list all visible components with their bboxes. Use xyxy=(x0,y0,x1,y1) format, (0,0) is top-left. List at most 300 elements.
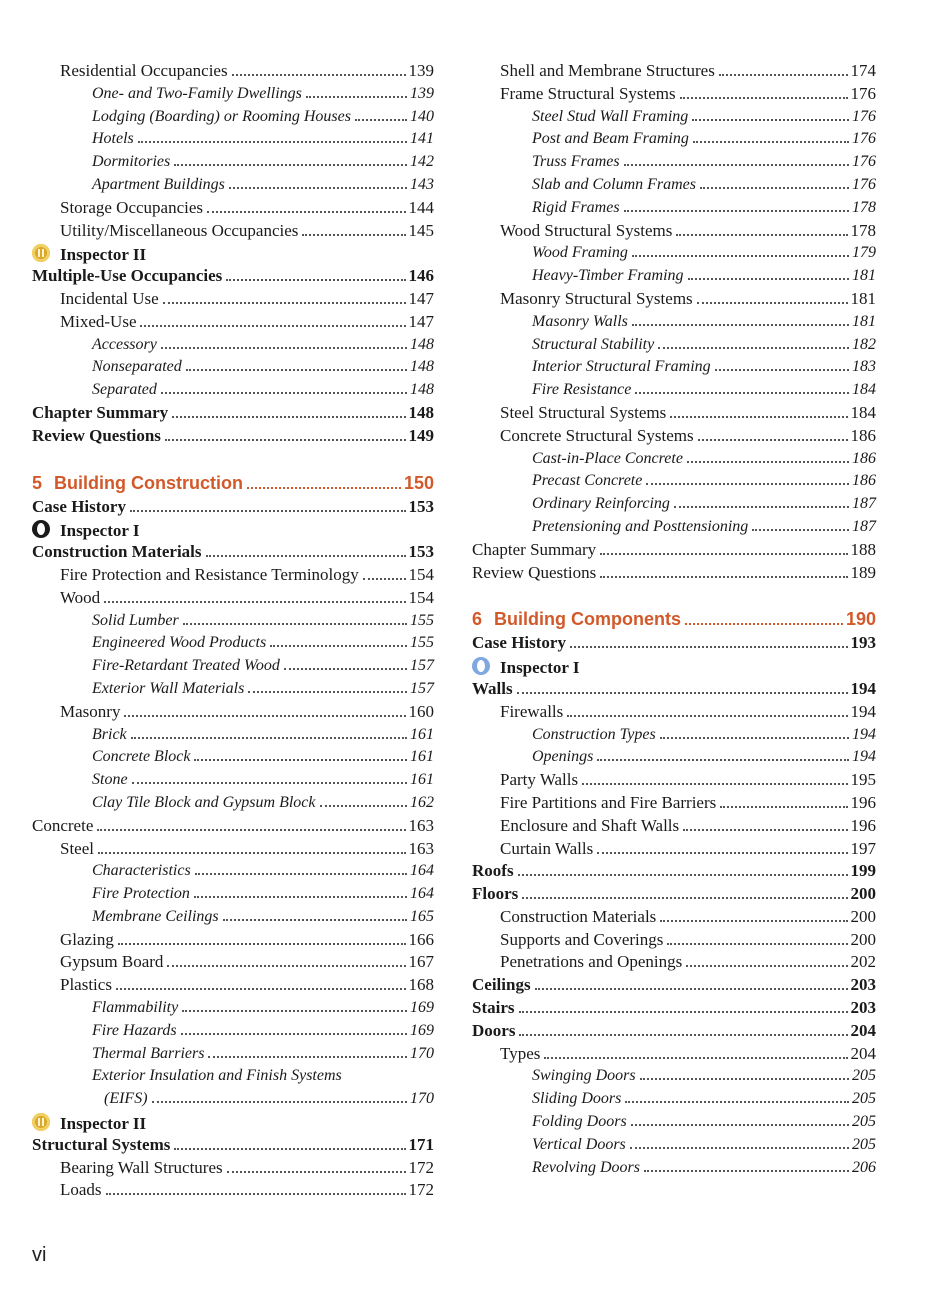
dot-leader xyxy=(320,805,407,807)
dot-leader xyxy=(697,302,848,304)
toc-entry-title: Hotels xyxy=(92,130,134,148)
toc-entry-title: Openings xyxy=(532,748,594,766)
toc-entry[interactable] xyxy=(472,425,876,448)
toc-entry-title: Curtain Walls xyxy=(500,838,594,858)
toc-entry-title: Incidental Use xyxy=(60,288,159,308)
toc-entry-title: Structural Systems xyxy=(32,1134,171,1154)
toc-entry-title: Exterior Insulation and Finish Systems xyxy=(92,1067,342,1085)
toc-entry[interactable] xyxy=(32,288,434,311)
toc-entry-page-number: 195 xyxy=(850,770,876,790)
toc-entry-page-number: 154 xyxy=(408,564,434,584)
dot-leader xyxy=(124,715,405,717)
toc-entry[interactable] xyxy=(32,678,434,701)
toc-entry[interactable] xyxy=(472,151,876,174)
toc-entry-page-number: 166 xyxy=(408,929,434,949)
toc-entry[interactable] xyxy=(32,1179,434,1202)
toc-entry[interactable] xyxy=(32,1043,434,1066)
toc-entry[interactable] xyxy=(32,83,434,106)
toc-entry[interactable] xyxy=(32,151,434,174)
toc-entry-page-number: 205 xyxy=(852,1135,876,1153)
toc-entry[interactable] xyxy=(472,906,876,929)
dot-leader xyxy=(693,141,849,143)
toc-entry[interactable] xyxy=(472,1020,876,1043)
toc-entry[interactable] xyxy=(472,1134,876,1157)
toc-entry-page-number: 157 xyxy=(410,657,434,675)
toc-entry-page-number: 203 xyxy=(850,975,876,995)
dot-leader xyxy=(165,439,406,441)
toc-entry[interactable] xyxy=(32,356,434,379)
toc-entry-title: Concrete Structural Systems xyxy=(500,425,694,445)
dot-leader xyxy=(355,119,407,121)
toc-entry-title: Characteristics xyxy=(92,862,191,880)
dot-leader xyxy=(167,965,405,967)
toc-entry-page-number: 179 xyxy=(852,244,876,262)
toc-entry-page-number: 204 xyxy=(850,1020,876,1040)
toc-entry-page-number: 164 xyxy=(410,885,434,903)
toc-entry-title: Apartment Buildings xyxy=(92,175,225,193)
toc-entry[interactable] xyxy=(472,1043,876,1066)
toc-entry-page-number: 172 xyxy=(408,1157,434,1177)
toc-entry[interactable] xyxy=(472,402,876,425)
toc-entry-title: Mixed-Use xyxy=(60,311,137,331)
toc-entry-title: Construction Materials xyxy=(32,542,202,562)
toc-entry-title: Residential Occupancies xyxy=(60,61,228,80)
dot-leader xyxy=(667,943,847,945)
dot-leader xyxy=(674,506,849,508)
dot-leader xyxy=(597,852,847,854)
toc-entry-page-number: 203 xyxy=(850,998,876,1018)
toc-entry-page-number: 149 xyxy=(408,425,434,445)
toc-entry[interactable] xyxy=(472,220,876,243)
toc-entry[interactable] xyxy=(32,860,434,883)
toc-entry[interactable] xyxy=(32,610,434,633)
toc-right-column xyxy=(472,60,876,1179)
toc-entry-page-number: 187 xyxy=(852,495,876,513)
toc-entry[interactable] xyxy=(472,678,876,701)
toc-entry-title: Structural Stability xyxy=(532,335,655,353)
toc-entry-title: Ceilings xyxy=(472,975,531,995)
dot-leader xyxy=(163,302,406,304)
toc-entry[interactable] xyxy=(472,288,876,311)
toc-entry-page-number: 194 xyxy=(850,678,876,698)
toc-entry-title: Flammability xyxy=(92,999,179,1017)
toc-entry-title: Gypsum Board xyxy=(60,952,164,972)
toc-entry-page-number: 178 xyxy=(850,220,876,240)
toc-entry[interactable] xyxy=(32,838,434,861)
toc-entry-title: Types xyxy=(500,1043,541,1063)
toc-entry[interactable] xyxy=(472,974,876,997)
dot-leader xyxy=(640,1078,849,1080)
toc-entry[interactable] xyxy=(32,541,434,564)
toc-entry-title: Engineered Wood Products xyxy=(92,634,267,652)
dot-leader xyxy=(116,988,406,990)
toc-entry[interactable] xyxy=(472,448,876,471)
dot-leader xyxy=(182,1010,407,1012)
toc-entry-page-number: 188 xyxy=(850,539,876,559)
toc-entry-title: Storage Occupancies xyxy=(60,197,204,217)
dot-leader xyxy=(522,897,847,899)
toc-entry-page-number: 147 xyxy=(408,311,434,331)
toc-entry-title: Brick xyxy=(92,725,127,743)
toc-entry-page-number: 148 xyxy=(410,335,434,353)
toc-entry[interactable] xyxy=(472,1088,876,1111)
toc-entry-page-number: 160 xyxy=(408,701,434,721)
toc-entry-title: Concrete xyxy=(32,815,94,835)
toc-entry-title: Pretensioning and Posttensioning xyxy=(532,517,749,535)
dot-leader xyxy=(687,461,849,463)
dot-leader xyxy=(686,965,847,967)
toc-entry[interactable] xyxy=(32,220,434,243)
toc-entry-title: Roofs xyxy=(472,861,514,881)
toc-entry-page-number: 146 xyxy=(408,266,434,286)
dot-leader xyxy=(229,187,407,189)
toc-entry-title: Wood Framing xyxy=(532,244,628,262)
toc-entry-title: Wood Structural Systems xyxy=(500,220,673,240)
toc-entry-page-number: 150 xyxy=(403,472,434,493)
toc-entry-title: Review Questions xyxy=(472,562,597,582)
toc-entry[interactable] xyxy=(472,792,876,815)
dot-leader xyxy=(518,874,848,876)
toc-entry-page-number: 168 xyxy=(408,975,434,995)
toc-entry[interactable] xyxy=(472,379,876,402)
dot-leader xyxy=(752,529,849,531)
toc-entry[interactable] xyxy=(472,701,876,724)
toc-entry[interactable] xyxy=(32,174,434,197)
inspector-level-icon xyxy=(32,1113,50,1131)
toc-entry[interactable] xyxy=(472,883,876,906)
chapter-heading[interactable] xyxy=(472,606,876,632)
toc-entry-page-number: 205 xyxy=(852,1090,876,1108)
toc-entry-page-number: 176 xyxy=(852,130,876,148)
toc-entry-page-number: 142 xyxy=(410,153,434,171)
toc-entry-title: Cast-in-Place Concrete xyxy=(532,449,683,467)
dot-leader xyxy=(132,782,407,784)
toc-left-column xyxy=(32,60,434,1202)
toc-entry[interactable] xyxy=(472,265,876,288)
dot-leader xyxy=(600,553,847,555)
toc-entry-page-number: 174 xyxy=(850,61,876,80)
toc-entry[interactable] xyxy=(472,106,876,129)
toc-entry[interactable] xyxy=(472,997,876,1020)
toc-entry[interactable] xyxy=(32,769,434,792)
dot-leader xyxy=(676,234,847,236)
toc-entry-title: Solid Lumber xyxy=(92,611,179,629)
toc-entry-page-number: 170 xyxy=(410,1044,434,1062)
toc-entry[interactable] xyxy=(472,815,876,838)
toc-entry[interactable] xyxy=(32,929,434,952)
toc-entry-title: Construction Types xyxy=(532,725,656,743)
dot-leader xyxy=(172,416,405,418)
dot-leader xyxy=(632,255,849,257)
toc-entry[interactable] xyxy=(32,951,434,974)
toc-entry-title: Post and Beam Framing xyxy=(532,130,689,148)
toc-entry-page-number: 204 xyxy=(850,1043,876,1063)
toc-entry-page-number: 186 xyxy=(850,425,876,445)
dot-leader xyxy=(161,347,407,349)
toc-entry[interactable] xyxy=(32,379,434,402)
dot-leader xyxy=(195,873,407,875)
toc-entry-page-number: 184 xyxy=(850,402,876,422)
toc-entry[interactable] xyxy=(32,60,434,83)
toc-entry-page-number: 205 xyxy=(852,1113,876,1131)
toc-entry-title: Fire Hazards xyxy=(92,1021,177,1039)
toc-entry-title: Frame Structural Systems xyxy=(500,83,676,103)
toc-entry-page-number: 194 xyxy=(850,701,876,721)
toc-entry-title: Glazing xyxy=(60,929,114,949)
toc-entry-title: Party Walls xyxy=(500,770,579,790)
toc-entry[interactable] xyxy=(472,1157,876,1180)
toc-entry[interactable] xyxy=(472,128,876,151)
toc-entry-page-number: 193 xyxy=(850,633,876,653)
toc-entry-title: Building Construction xyxy=(54,472,243,493)
dot-leader xyxy=(644,1170,849,1172)
toc-entry-page-number: 139 xyxy=(408,61,434,80)
toc-entry-title: Masonry xyxy=(60,701,121,721)
toc-entry[interactable] xyxy=(32,655,434,678)
toc-entry-title: Penetrations and Openings xyxy=(500,952,683,972)
toc-entry-page-number: 148 xyxy=(408,402,434,422)
toc-entry-page-number: 200 xyxy=(850,884,876,904)
dot-leader xyxy=(519,1034,847,1036)
dot-leader xyxy=(544,1057,847,1059)
dot-leader xyxy=(646,483,849,485)
toc-entry-title: Fire Protection xyxy=(92,885,190,903)
toc-entry[interactable] xyxy=(32,1065,434,1088)
toc-entry[interactable] xyxy=(472,174,876,197)
toc-entry[interactable] xyxy=(32,701,434,724)
toc-entry-title: Folding Doors xyxy=(532,1113,627,1131)
toc-entry[interactable] xyxy=(32,997,434,1020)
toc-entry[interactable] xyxy=(32,425,434,448)
dot-leader xyxy=(207,211,405,213)
toc-entry-title: Fire-Retardant Treated Wood xyxy=(92,657,280,675)
dot-leader xyxy=(700,187,849,189)
toc-entry[interactable] xyxy=(32,564,434,587)
toc-entry-page-number: 145 xyxy=(408,220,434,240)
dot-leader xyxy=(632,324,849,326)
toc-entry-title: Inspector I xyxy=(60,521,140,541)
dot-leader xyxy=(692,119,849,121)
toc-entry-page-number: 186 xyxy=(852,449,876,467)
toc-entry-page-number: 184 xyxy=(852,381,876,399)
dot-leader xyxy=(658,347,849,349)
toc-entry[interactable] xyxy=(32,815,434,838)
toc-entry[interactable] xyxy=(472,746,876,769)
toc-entry-page-number: 170 xyxy=(410,1090,434,1108)
toc-entry[interactable] xyxy=(32,1020,434,1043)
inspector-level-icon xyxy=(32,520,50,538)
toc-entry-page-number: 157 xyxy=(410,679,434,697)
toc-entry-page-number: 196 xyxy=(850,815,876,835)
toc-entry[interactable] xyxy=(472,1065,876,1088)
toc-entry-title: Chapter Summary xyxy=(472,539,597,559)
dot-leader xyxy=(194,896,407,898)
dot-leader xyxy=(698,439,848,441)
toc-entry-title: Utility/Miscellaneous Occupancies xyxy=(60,220,299,240)
toc-entry-page-number: 206 xyxy=(852,1158,876,1176)
toc-entry[interactable] xyxy=(472,769,876,792)
toc-entry-title: Shell and Membrane Structures xyxy=(500,61,715,80)
toc-entry-page-number: 165 xyxy=(410,907,434,925)
toc-entry-page-number: 181 xyxy=(852,267,876,285)
toc-entry-title: Nonseparated xyxy=(92,358,182,376)
toc-entry-page-number: 154 xyxy=(408,587,434,607)
toc-entry[interactable] xyxy=(472,1111,876,1134)
toc-entry-page-number: 200 xyxy=(850,929,876,949)
dot-leader xyxy=(715,369,849,371)
toc-entry-page-number: 183 xyxy=(852,358,876,376)
toc-entry[interactable] xyxy=(32,311,434,334)
toc-entry[interactable] xyxy=(472,356,876,379)
toc-entry[interactable] xyxy=(32,632,434,655)
dot-leader xyxy=(131,737,407,739)
toc-entry-title: Precast Concrete xyxy=(532,472,643,490)
toc-entry-page-number: 190 xyxy=(845,609,876,630)
toc-entry-title: Doors xyxy=(472,1020,516,1040)
toc-entry-title: Membrane Ceilings xyxy=(92,907,219,925)
dot-leader xyxy=(567,715,847,717)
dot-leader xyxy=(208,1056,407,1058)
toc-entry[interactable] xyxy=(32,724,434,747)
toc-entry[interactable] xyxy=(472,334,876,357)
inspector-level-icon xyxy=(472,657,490,675)
toc-entry[interactable] xyxy=(472,929,876,952)
page-number: vi xyxy=(32,1244,47,1266)
toc-entry-page-number: 202 xyxy=(850,952,876,972)
toc-entry-title: Clay Tile Block and Gypsum Block xyxy=(92,793,316,811)
dot-leader xyxy=(631,1124,849,1126)
toc-entry-page-number: 139 xyxy=(410,84,434,102)
toc-entry-title: (EIFS) xyxy=(104,1090,148,1108)
toc-entry[interactable] xyxy=(32,746,434,769)
toc-entry[interactable] xyxy=(472,860,876,883)
dot-leader xyxy=(302,234,405,236)
toc-entry[interactable] xyxy=(32,1157,434,1180)
inspector-level-heading xyxy=(32,242,434,265)
toc-entry[interactable] xyxy=(472,539,876,562)
toc-entry-page-number: 148 xyxy=(410,381,434,399)
toc-entry-page-number: 172 xyxy=(408,1180,434,1200)
toc-entry-title: Thermal Barriers xyxy=(92,1044,205,1062)
dot-leader xyxy=(186,369,407,371)
toc-entry[interactable] xyxy=(472,951,876,974)
dot-leader xyxy=(106,1193,406,1195)
dot-leader xyxy=(680,97,848,99)
toc-entry[interactable] xyxy=(32,128,434,151)
dot-leader xyxy=(104,601,405,603)
toc-entry[interactable] xyxy=(472,470,876,493)
dot-leader xyxy=(248,691,407,693)
toc-entry-title: Vertical Doors xyxy=(532,1135,626,1153)
toc-entry-page-number: 167 xyxy=(408,952,434,972)
toc-entry[interactable] xyxy=(32,906,434,929)
toc-entry[interactable] xyxy=(32,402,434,425)
toc-entry-title: Truss Frames xyxy=(532,153,620,171)
toc-entry-title: Steel xyxy=(60,838,94,858)
toc-entry-page-number: 155 xyxy=(410,634,434,652)
dot-leader xyxy=(570,646,848,648)
toc-entry-title: Multiple-Use Occupancies xyxy=(32,266,223,286)
toc-entry[interactable] xyxy=(32,106,434,129)
toc-entry[interactable] xyxy=(472,632,876,655)
toc-entry[interactable] xyxy=(32,265,434,288)
dot-leader xyxy=(194,759,407,761)
toc-entry-title: Separated xyxy=(92,381,157,399)
toc-entry-title: Stone xyxy=(92,771,128,789)
toc-entry[interactable] xyxy=(32,496,434,519)
dot-leader xyxy=(306,96,407,98)
toc-entry-page-number: 194 xyxy=(852,725,876,743)
toc-entry-title: One- and Two-Family Dwellings xyxy=(92,84,302,102)
dot-leader xyxy=(138,141,407,143)
dot-leader xyxy=(174,1148,405,1150)
toc-entry[interactable] xyxy=(472,493,876,516)
toc-entry-title: Fire Resistance xyxy=(532,381,632,399)
toc-entry[interactable] xyxy=(32,197,434,220)
toc-entry-page-number: 181 xyxy=(850,288,876,308)
inspector-level-icon xyxy=(32,244,50,262)
toc-entry[interactable] xyxy=(472,197,876,220)
toc-entry-title: Concrete Block xyxy=(92,748,191,766)
toc-entry[interactable] xyxy=(472,311,876,334)
toc-entry-page-number: 163 xyxy=(408,838,434,858)
toc-entry[interactable] xyxy=(32,1134,434,1157)
dot-leader xyxy=(625,1101,849,1103)
chapter-number: 5 xyxy=(32,472,43,493)
toc-entry-title: Plastics xyxy=(60,975,112,995)
dot-leader xyxy=(660,737,849,739)
toc-entry[interactable] xyxy=(472,83,876,106)
chapter-heading[interactable] xyxy=(32,470,434,496)
toc-entry-title: Enclosure and Shaft Walls xyxy=(500,815,680,835)
toc-entry-title: Exterior Wall Materials xyxy=(92,679,245,697)
dot-leader xyxy=(630,1147,849,1149)
dot-leader xyxy=(174,164,407,166)
toc-entry-page-number: 200 xyxy=(850,906,876,926)
dot-leader xyxy=(97,829,405,831)
dot-leader xyxy=(670,416,847,418)
dot-leader xyxy=(600,576,847,578)
toc-entry-title: Firewalls xyxy=(500,701,564,721)
toc-entry[interactable] xyxy=(32,974,434,997)
toc-entry-title: Dormitories xyxy=(92,153,171,171)
toc-entry-page-number: 176 xyxy=(852,107,876,125)
toc-entry[interactable] xyxy=(472,562,876,585)
toc-entry[interactable] xyxy=(472,60,876,83)
dot-leader xyxy=(582,783,847,785)
toc-entry[interactable] xyxy=(472,242,876,265)
dot-leader xyxy=(206,555,406,557)
toc-entry-title: Steel Structural Systems xyxy=(500,402,667,422)
toc-entry[interactable] xyxy=(32,792,434,815)
inspector-level-heading xyxy=(32,1111,434,1134)
toc-entry[interactable] xyxy=(32,1088,434,1111)
toc-entry[interactable] xyxy=(472,516,876,539)
toc-entry[interactable] xyxy=(32,587,434,610)
toc-entry-page-number: 148 xyxy=(410,358,434,376)
toc-entry[interactable] xyxy=(472,724,876,747)
toc-entry-page-number: 161 xyxy=(410,771,434,789)
dot-leader xyxy=(284,668,407,670)
toc-entry-page-number: 205 xyxy=(852,1067,876,1085)
toc-entry-page-number: 163 xyxy=(408,815,434,835)
toc-entry-page-number: 144 xyxy=(408,197,434,217)
toc-entry[interactable] xyxy=(32,334,434,357)
toc-entry-title: Ordinary Reinforcing xyxy=(532,495,670,513)
toc-entry[interactable] xyxy=(32,883,434,906)
toc-entry[interactable] xyxy=(472,838,876,861)
toc-entry-page-number: 161 xyxy=(410,748,434,766)
